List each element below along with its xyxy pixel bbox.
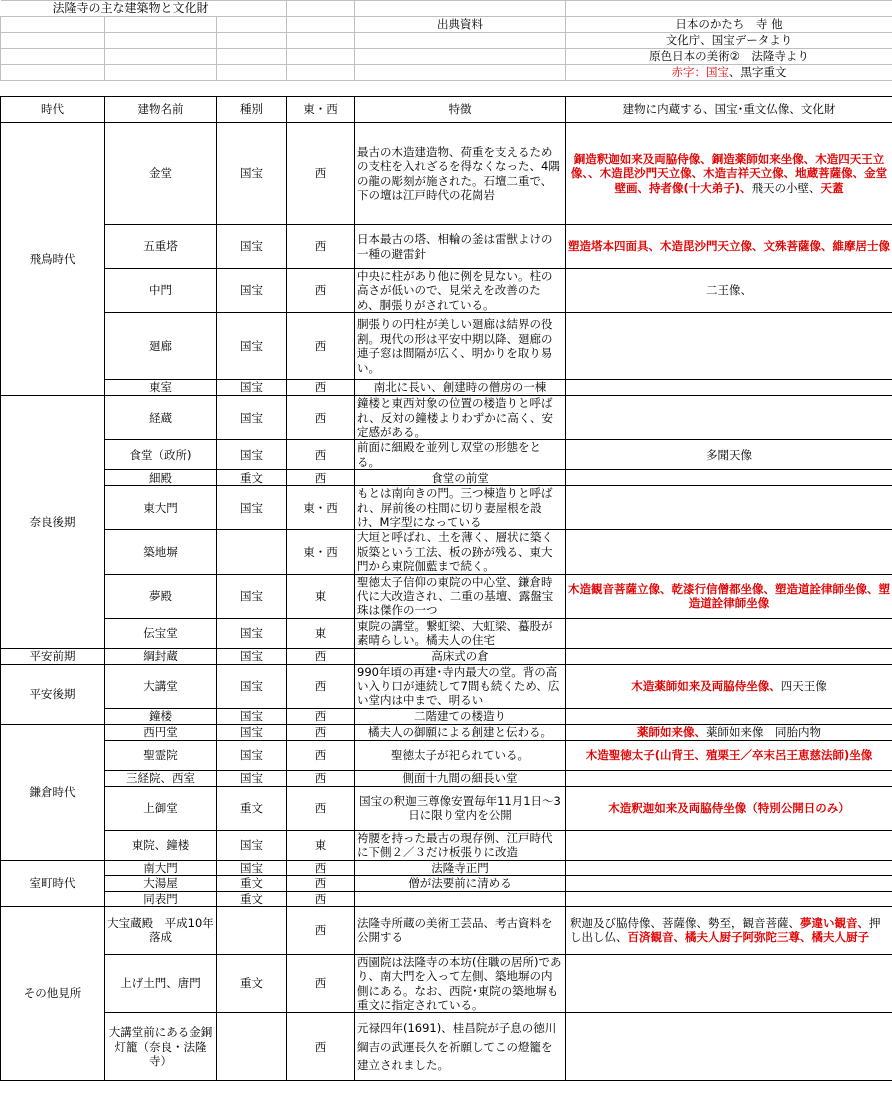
building-items bbox=[566, 906, 892, 954]
building-name: 大講堂前にある金銅灯籠（奈良・法隆寺） bbox=[105, 1013, 217, 1081]
building-feature bbox=[355, 891, 566, 906]
table-row bbox=[1, 486, 892, 530]
building-type: 国宝 bbox=[217, 708, 287, 724]
building-type: 国宝 bbox=[217, 380, 287, 396]
table-row bbox=[1, 380, 892, 396]
building-feature: 法隆寺正門 bbox=[355, 860, 566, 875]
building-feature: もとは南向きの門。三つ棟造りと呼ばれ、屏前後の柱間に切り妻屋根を設け、M字型になっている bbox=[355, 486, 566, 530]
building-items bbox=[566, 724, 892, 740]
building-feature: 聖徳太子信仰の東院の中心堂、鎌倉時代に大改造され、二重の基壇、露盤宝珠は傑作の一つ bbox=[355, 574, 566, 618]
table-row bbox=[1, 830, 892, 860]
building-feature: 元禄四年(1691)、桂昌院が子息の徳川綱吉の武運長久を祈願してこの燈籠を建立されました。 bbox=[355, 1013, 566, 1081]
important-property-text: 四天王像 bbox=[780, 679, 827, 693]
building-side: 西 bbox=[287, 380, 355, 396]
period-cell: 鎌倉時代 bbox=[1, 724, 105, 860]
building-side: 西 bbox=[287, 396, 355, 440]
table-row bbox=[1, 740, 892, 770]
legend-sep: 、 bbox=[729, 65, 741, 80]
building-type: 重文 bbox=[217, 954, 287, 1013]
period-cell: 室町時代 bbox=[1, 860, 105, 906]
period-cell: その他見所 bbox=[1, 906, 105, 1081]
important-property-text: 薬師如来像 同胎内物 bbox=[706, 725, 821, 740]
source-header bbox=[0, 0, 892, 81]
building-feature: 聖徳太子が祀られている。 bbox=[355, 740, 566, 770]
table-row bbox=[1, 396, 892, 440]
building-name: 聖霊院 bbox=[105, 740, 217, 770]
building-feature: 990年頃の再建･寺内最大の堂。背の高い入り口が連続して7間も続くため、広い堂内は中まで、明るい bbox=[355, 664, 566, 708]
building-feature: 高床式の倉 bbox=[355, 648, 566, 664]
building-type: 重文 bbox=[217, 786, 287, 830]
header-side: 東・西 bbox=[287, 97, 355, 123]
building-side: 西 bbox=[287, 770, 355, 786]
building-side: 西 bbox=[287, 876, 355, 891]
building-side: 西 bbox=[287, 724, 355, 740]
header-period: 時代 bbox=[1, 97, 105, 123]
building-type: 国宝 bbox=[217, 648, 287, 664]
building-name: 西円堂 bbox=[105, 724, 217, 740]
building-side: 西 bbox=[287, 123, 355, 225]
building-side: 東・西 bbox=[287, 530, 355, 574]
building-items bbox=[566, 486, 892, 530]
building-items bbox=[566, 664, 892, 708]
building-name: 三経院、西室 bbox=[105, 770, 217, 786]
source-1: 日本のかたち 寺 他 bbox=[566, 17, 892, 33]
national-treasure-text: 夢違い観音、 bbox=[800, 916, 869, 930]
building-feature: 東院の講堂。繋虹梁、大虹梁、蟇股が素晴らしい。橘夫人の住宅 bbox=[355, 618, 566, 648]
sheet-title: 法隆寺の主な建築物と文化財 bbox=[1, 1, 287, 17]
national-treasure-text: 銅造釈迦如来及両脇侍像、銅造薬師如来坐像、木造四天王立像、、木造毘沙門天立像、木造吉祥天立像、地蔵菩薩像、金堂壁画、持者像(十大弟子)、 bbox=[570, 151, 888, 195]
header-feature: 特徴 bbox=[355, 97, 566, 123]
building-type: 国宝 bbox=[217, 574, 287, 618]
building-name: 上御堂 bbox=[105, 786, 217, 830]
building-feature: 胴張りの円柱が美しい廻廊は結界の役割。現代の形は平安中期以降、廻廊の連子窓は間隔が広く、明かりを取り易い。 bbox=[355, 313, 566, 380]
building-type: 国宝 bbox=[217, 440, 287, 470]
important-property-text: 押し出し仏、 bbox=[570, 916, 881, 945]
building-name: 同表門 bbox=[105, 891, 217, 906]
important-property-text: 釈迦及び脇侍像、菩薩像、勢至，観音菩薩、 bbox=[570, 916, 800, 930]
building-type: 重文 bbox=[217, 876, 287, 891]
table-row bbox=[1, 891, 892, 906]
building-type: 国宝 bbox=[217, 664, 287, 708]
table-row bbox=[1, 954, 892, 1013]
building-items bbox=[566, 380, 892, 396]
table-row bbox=[1, 574, 892, 618]
building-side: 西 bbox=[287, 648, 355, 664]
building-type: 国宝 bbox=[217, 740, 287, 770]
building-type: 国宝 bbox=[217, 269, 287, 313]
building-side: 西 bbox=[287, 440, 355, 470]
source-2: 文化庁、国宝データより bbox=[566, 33, 892, 49]
building-side: 東・西 bbox=[287, 486, 355, 530]
building-feature: 僧が法要前に清める bbox=[355, 876, 566, 891]
table-row bbox=[1, 1013, 892, 1081]
building-feature: 大垣と呼ばれ、土を薄く、層状に築く版築という工法、板の跡が残る、東大門から東院伽藍まで続く。 bbox=[355, 530, 566, 574]
building-items bbox=[566, 225, 892, 269]
table-row bbox=[1, 860, 892, 875]
building-side: 西 bbox=[287, 740, 355, 770]
building-feature: 前面に細殿を並列し双堂の形態をとる。 bbox=[355, 440, 566, 470]
buildings-table bbox=[0, 96, 892, 1081]
table-row bbox=[1, 470, 892, 486]
building-type: 国宝 bbox=[217, 724, 287, 740]
building-name: 金堂 bbox=[105, 123, 217, 225]
building-side: 西 bbox=[287, 664, 355, 708]
table-row bbox=[1, 648, 892, 664]
building-feature: 南北に長い、創建時の僧房の一棟 bbox=[355, 380, 566, 396]
building-name: 上げ土門、唐門 bbox=[105, 954, 217, 1013]
building-side: 西 bbox=[287, 269, 355, 313]
building-items bbox=[566, 313, 892, 380]
building-items bbox=[566, 740, 892, 770]
building-feature: 袴腰を持った最古の現存例、江戸時代に下側２／３だけ板張りに改造 bbox=[355, 830, 566, 860]
building-items bbox=[566, 876, 892, 891]
building-side: 西 bbox=[287, 954, 355, 1013]
building-items bbox=[566, 574, 892, 618]
legend-red: 赤字：国宝 bbox=[671, 65, 729, 80]
building-side: 西 bbox=[287, 313, 355, 380]
header-type: 種別 bbox=[217, 97, 287, 123]
building-feature: 日本最古の塔、相輪の釜は雷獣よけの一種の避雷針 bbox=[355, 225, 566, 269]
building-side: 西 bbox=[287, 906, 355, 954]
building-feature: 国宝の釈迦三尊像安置毎年11月1日～3日に限り堂内を公開 bbox=[355, 786, 566, 830]
building-name: 東院、鐘楼 bbox=[105, 830, 217, 860]
building-name: 伝宝堂 bbox=[105, 618, 217, 648]
table-row bbox=[1, 770, 892, 786]
building-feature: 法隆寺所蔵の美術工芸品、考古資料を公開する bbox=[355, 906, 566, 954]
table-row bbox=[1, 708, 892, 724]
building-items: 多聞天像 bbox=[566, 440, 892, 470]
building-feature: 西園院は法隆寺の本坊(住職の居所)であり、南大門を入って左側、築地塀の内側にある。なお、西院･東院の築地塀も重文に指定されている。 bbox=[355, 954, 566, 1013]
building-feature: 食堂の前堂 bbox=[355, 470, 566, 486]
building-feature: 鐘楼と東西対象の位置の楼造りと呼ばれ、反対の鐘楼よりわずかに高く、安定感がある。 bbox=[355, 396, 566, 440]
building-items bbox=[566, 770, 892, 786]
building-name: 鐘楼 bbox=[105, 708, 217, 724]
building-side: 東 bbox=[287, 830, 355, 860]
building-side: 西 bbox=[287, 860, 355, 875]
building-type: 国宝 bbox=[217, 225, 287, 269]
national-treasure-text: 木造聖徳太子(山背王、殖栗王／卒末呂王恵慈法師)坐像 bbox=[585, 748, 873, 763]
national-treasure-text: 木造観音菩薩立像、乾漆行信僧都坐像、塑造道詮律師坐像、塑造道詮律師坐像 bbox=[568, 581, 890, 611]
building-name: 綱封蔵 bbox=[105, 648, 217, 664]
building-items bbox=[566, 830, 892, 860]
building-items bbox=[566, 618, 892, 648]
table-row bbox=[1, 786, 892, 830]
building-items: 二王像、 bbox=[566, 269, 892, 313]
building-items bbox=[566, 530, 892, 574]
building-feature: 側面十九間の細長い堂 bbox=[355, 770, 566, 786]
building-type: 重文 bbox=[217, 891, 287, 906]
building-side: 西 bbox=[287, 708, 355, 724]
building-type: 国宝 bbox=[217, 486, 287, 530]
legend bbox=[566, 65, 892, 81]
building-name: 五重塔 bbox=[105, 225, 217, 269]
building-type: 国宝 bbox=[217, 618, 287, 648]
building-items bbox=[566, 648, 892, 664]
building-feature: 二階建ての楼造り bbox=[355, 708, 566, 724]
building-name: 東大門 bbox=[105, 486, 217, 530]
building-feature: 中央に柱があり他に例を見ない。柱の高さが低いので、見栄えを改善のため、胴張りがされている。 bbox=[355, 269, 566, 313]
period-cell: 平安前期 bbox=[1, 648, 105, 664]
table-row bbox=[1, 618, 892, 648]
building-side: 西 bbox=[287, 225, 355, 269]
national-treasure-text: 塑造塔本四面具、木造毘沙門天立像、文殊菩薩像、 bbox=[568, 239, 833, 254]
building-name: 南大門 bbox=[105, 860, 217, 875]
building-items bbox=[566, 786, 892, 830]
building-type: 重文 bbox=[217, 470, 287, 486]
building-items bbox=[566, 1013, 892, 1081]
national-treasure-text: 木造釈迦如来及両脇侍坐像（特別公開日のみ） bbox=[608, 801, 850, 816]
national-treasure-text: 百済観音、橘夫人厨子阿弥陀三尊、橘夫人厨子 bbox=[627, 930, 869, 945]
building-items bbox=[566, 860, 892, 875]
table-row bbox=[1, 876, 892, 891]
building-side: 西 bbox=[287, 891, 355, 906]
building-type bbox=[217, 906, 287, 954]
table-row bbox=[1, 906, 892, 954]
building-side: 東 bbox=[287, 574, 355, 618]
building-name: 大宝蔵殿 平成10年落成 bbox=[105, 906, 217, 954]
building-items bbox=[566, 954, 892, 1013]
header-row bbox=[1, 97, 892, 123]
table-row bbox=[1, 225, 892, 269]
building-items bbox=[566, 470, 892, 486]
source-label: 出典資料 bbox=[355, 17, 566, 33]
table-row bbox=[1, 664, 892, 708]
building-name: 食堂（政所) bbox=[105, 440, 217, 470]
source-3: 原色日本の美術② 法隆寺より bbox=[566, 49, 892, 65]
building-name: 細殿 bbox=[105, 470, 217, 486]
legend-black: 黒字重文 bbox=[740, 65, 787, 80]
building-side: 西 bbox=[287, 470, 355, 486]
building-name: 中門 bbox=[105, 269, 217, 313]
building-side: 西 bbox=[287, 1013, 355, 1081]
building-items bbox=[566, 708, 892, 724]
building-items bbox=[566, 123, 892, 225]
table-row bbox=[1, 530, 892, 574]
building-type bbox=[217, 530, 287, 574]
building-items bbox=[566, 396, 892, 440]
building-side: 西 bbox=[287, 786, 355, 830]
national-treasure-text: 薬師如来像、 bbox=[637, 725, 706, 740]
building-name: 築地塀 bbox=[105, 530, 217, 574]
building-name: 夢殿 bbox=[105, 574, 217, 618]
building-items bbox=[566, 891, 892, 906]
building-type: 国宝 bbox=[217, 396, 287, 440]
national-treasure-text: 木造薬師如来及両脇侍坐像、 bbox=[631, 679, 781, 693]
national-treasure-text: 維摩居士像 bbox=[832, 239, 890, 254]
building-type: 国宝 bbox=[217, 123, 287, 225]
building-name: 廻廊 bbox=[105, 313, 217, 380]
table-row bbox=[1, 269, 892, 313]
national-treasure-text: 天蓋 bbox=[820, 180, 844, 195]
building-feature: 最古の木造建造物、荷重を支えるための支柱を入れざるを得なくなった、4隅の龍の彫刻が施された。石壇二重で、下の壇は江戸時代の花崗岩 bbox=[355, 123, 566, 225]
building-name: 大講堂 bbox=[105, 664, 217, 708]
building-type bbox=[217, 1013, 287, 1081]
building-type: 国宝 bbox=[217, 770, 287, 786]
building-side: 東 bbox=[287, 618, 355, 648]
building-type: 国宝 bbox=[217, 830, 287, 860]
important-property-text: 飛天の小壁、 bbox=[751, 180, 821, 195]
building-feature: 橘夫人の御願による創建と伝わる。 bbox=[355, 724, 566, 740]
building-name: 東室 bbox=[105, 380, 217, 396]
table-row bbox=[1, 123, 892, 225]
table-row bbox=[1, 313, 892, 380]
building-type: 国宝 bbox=[217, 860, 287, 875]
building-name: 経蔵 bbox=[105, 396, 217, 440]
header-name: 建物名前 bbox=[105, 97, 217, 123]
building-type: 国宝 bbox=[217, 313, 287, 380]
table-row bbox=[1, 440, 892, 470]
building-name: 大湯屋 bbox=[105, 876, 217, 891]
table-row bbox=[1, 724, 892, 740]
period-cell: 奈良後期 bbox=[1, 396, 105, 649]
header-items: 建物に内蔵する、国宝･重文仏像、文化財 bbox=[566, 97, 892, 123]
period-cell: 飛鳥時代 bbox=[1, 123, 105, 396]
period-cell: 平安後期 bbox=[1, 664, 105, 724]
